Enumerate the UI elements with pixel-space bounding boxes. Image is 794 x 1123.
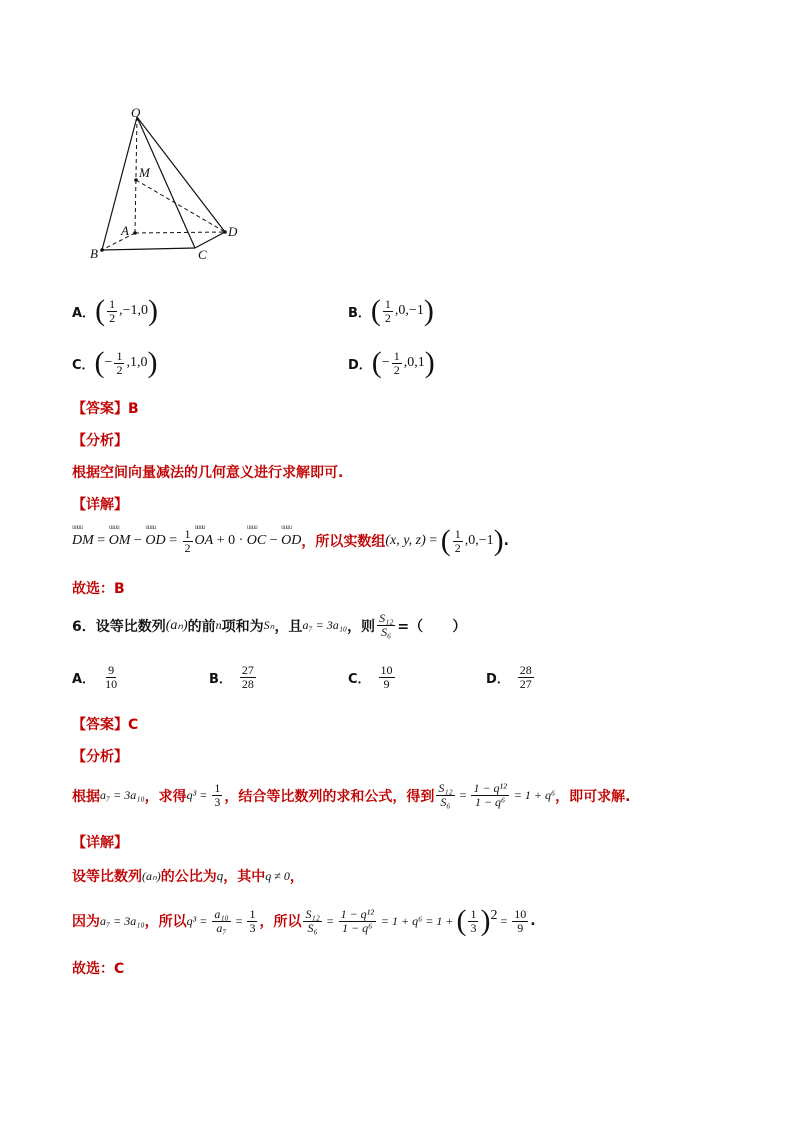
label-C: C bbox=[198, 247, 207, 262]
edge-AB bbox=[102, 233, 135, 250]
label-M: M bbox=[139, 165, 150, 180]
q6-stem: 6．设等比数列 (aₙ) 的前 n 项和为 Sₙ ，且 a₇ = 3a₁₀ ，则 $\frac{\text{S₁₂}}{\text{S₆}}$ =（ ） bbox=[72, 611, 467, 639]
q5-detail-head: 【详解】 bbox=[72, 497, 128, 513]
q6-detail-head: 【详解】 bbox=[72, 835, 128, 851]
edge-OD bbox=[137, 117, 225, 232]
q6-answer: 【答案】C bbox=[72, 717, 139, 733]
q6-detail-line1: 设等比数列 (aₙ) 的公比为 q ，其中 q ≠ 0 ， bbox=[72, 868, 304, 885]
edge-MD bbox=[136, 180, 225, 232]
edge-OB bbox=[102, 117, 137, 250]
q5-conclusion: 故选：B bbox=[72, 581, 125, 597]
edge-AD bbox=[135, 232, 225, 233]
q5-analysis: 根据空间向量减法的几何意义进行求解即可. bbox=[72, 465, 344, 481]
q5-analysis-head: 【分析】 bbox=[72, 433, 128, 449]
q5-detail-line: uuuu DM = uuuu OM − uuuu OD = $\frac{1}{2}$ uuuu OA + 0 · uuuu OC − uuuu OD ，所以实数组 (x, y, z) = ( $\frac{1}{2}$ ,0,−1 ) . bbox=[72, 526, 509, 556]
edge-BC bbox=[102, 248, 195, 250]
q6-analysis: 根据 a₇ = 3a₁₀ ，求得 q³ = $\frac{1}{3}$ ，结合等比数列的求和公式，得到 $\frac{\text{S₁₂}}{\text{S₆}}$ = $\frac{\text{1 − q¹²}}{\text{1 − q⁶}}$ = 1 + q⁶ ，即可求解. bbox=[72, 781, 631, 809]
label-A: A bbox=[121, 223, 129, 238]
edge-OA bbox=[135, 117, 137, 233]
label-B: B bbox=[90, 246, 98, 261]
label-D: D bbox=[228, 224, 238, 239]
q6-option-c[interactable]: C． $\frac{10}{9}$ bbox=[348, 663, 393, 691]
q6-conclusion: 故选：C bbox=[72, 961, 125, 977]
edge-CD bbox=[195, 232, 225, 248]
q6-option-d[interactable]: D． $\frac{28}{27}$ bbox=[486, 663, 532, 691]
q5-option-b[interactable]: B． ( $\frac{1}{2}$ ,0,−1 ) bbox=[348, 294, 434, 327]
q6-analysis-head: 【分析】 bbox=[72, 749, 128, 765]
q5-option-a[interactable]: A． ( $\frac{1}{2}$ ,−1,0 ) bbox=[72, 294, 158, 327]
q5-answer: 【答案】B bbox=[72, 401, 139, 417]
q6-option-b[interactable]: B． $\frac{27}{28}$ bbox=[209, 663, 254, 691]
q6-option-a[interactable]: A． $\frac{9}{10}$ bbox=[72, 663, 118, 691]
pyramid-figure bbox=[85, 105, 255, 270]
q5-option-d[interactable]: D． ( − $\frac{1}{2}$ ,0,1 ) bbox=[348, 346, 435, 379]
q6-detail-line2: 因为 a₇ = 3a₁₀ ，所以 q³ = $\frac{\text{a₁₀}}{\text{a₇}}$ = $\frac{1}{3}$ ，所以 $\frac{\text{S₁₂}}{\text{S₆}}$ = $\frac{\text{1 − q¹²}}{\text{1 − q⁶}}$ = 1 + q⁶ = 1 + ( $\frac{1}{3}$ ) 2 = $\frac{10}{9}$ . bbox=[72, 904, 536, 937]
label-O: O bbox=[131, 105, 141, 120]
edge-OC bbox=[137, 117, 195, 248]
q5-option-c[interactable]: C． ( − $\frac{1}{2}$ ,1,0 ) bbox=[72, 346, 158, 379]
